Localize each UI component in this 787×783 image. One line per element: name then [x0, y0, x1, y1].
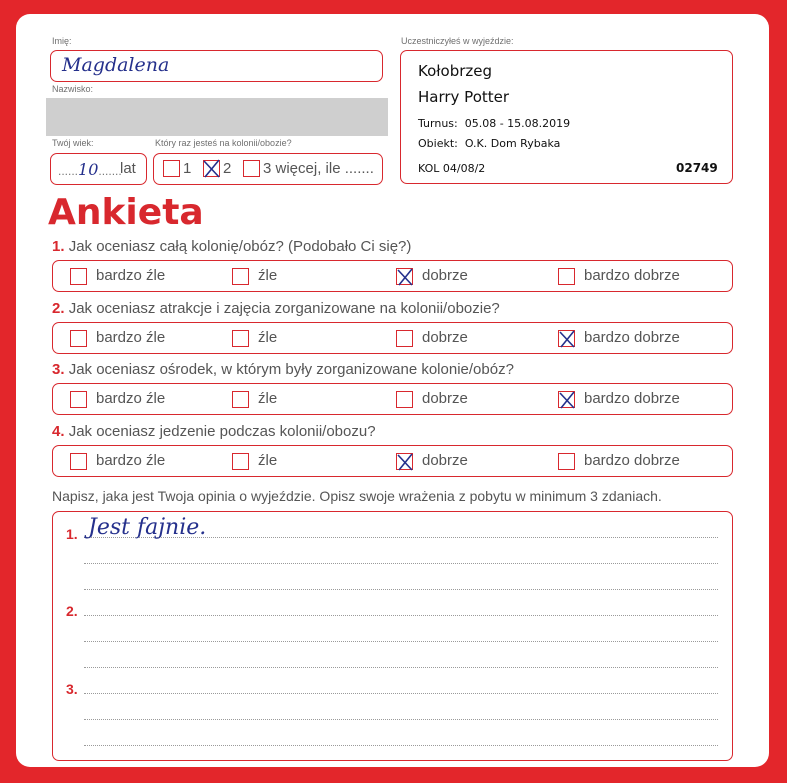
- answer-checkbox-q2-3[interactable]: [396, 330, 413, 347]
- age-dots-before: ......: [58, 164, 79, 178]
- answer-checkbox-q1-4[interactable]: [558, 268, 575, 285]
- question-number: 1.: [52, 238, 65, 255]
- answer-label: źle: [258, 329, 278, 346]
- answer-checkbox-q3-2[interactable]: [232, 391, 249, 408]
- question-3: [52, 361, 514, 378]
- name-label: Imię:: [52, 36, 72, 46]
- answer-checkbox-q1-3[interactable]: [396, 268, 413, 285]
- visit-option-label-2: 2: [223, 160, 232, 177]
- surname-redacted: [46, 98, 388, 136]
- answer-checkbox-q4-3[interactable]: [396, 453, 413, 470]
- question-number: 3.: [52, 361, 65, 378]
- question-number: 4.: [52, 423, 65, 440]
- trip-city: Kołobrzeg: [418, 62, 493, 80]
- answer-checkbox-q3-3[interactable]: [396, 391, 413, 408]
- visit-option-label-1: 1: [183, 160, 192, 177]
- answer-label: dobrze: [422, 267, 468, 284]
- answer-checkbox-q1-1[interactable]: [70, 268, 87, 285]
- check-mark-icon: [396, 453, 413, 470]
- answer-checkbox-q2-4[interactable]: [558, 330, 575, 347]
- visit-option-label-3: 3 więcej, ile .......: [263, 160, 374, 177]
- surname-label: Nazwisko:: [52, 84, 94, 94]
- answer-checkbox-q4-4[interactable]: [558, 453, 575, 470]
- answer-label: bardzo źle: [96, 452, 166, 469]
- question-text: Jak oceniasz jedzenie podczas kolonii/obozu?: [68, 423, 376, 440]
- trip-obiekt: Obiekt: O.K. Dom Rybaka: [418, 137, 561, 150]
- opinion-number-2: 2.: [66, 603, 78, 619]
- answer-checkbox-q1-2[interactable]: [232, 268, 249, 285]
- answer-checkbox-q3-4[interactable]: [558, 391, 575, 408]
- visit-label: Który raz jesteś na kolonii/obozie?: [155, 138, 292, 148]
- answer-label: bardzo źle: [96, 267, 166, 284]
- check-mark-icon: [558, 330, 575, 347]
- opinion-answer-1: Jest fajnie.: [88, 515, 207, 540]
- age-unit: lat: [120, 160, 136, 177]
- answer-label: dobrze: [422, 390, 468, 407]
- check-mark-icon: [396, 268, 413, 285]
- answer-label: dobrze: [422, 329, 468, 346]
- opinion-number-1: 1.: [66, 526, 78, 542]
- writing-line: [84, 719, 718, 720]
- writing-line: [84, 589, 718, 590]
- question-text: Jak oceniasz całą kolonię/obóz? (Podobało Ci się?): [68, 238, 412, 255]
- age-value: 10: [78, 160, 99, 179]
- answer-label: źle: [258, 390, 278, 407]
- opinion-box[interactable]: [52, 511, 733, 761]
- visit-checkbox-1[interactable]: [163, 160, 180, 177]
- check-mark-icon: [203, 160, 220, 177]
- answer-checkbox-q4-2[interactable]: [232, 453, 249, 470]
- writing-line: [84, 563, 718, 564]
- answer-label: bardzo źle: [96, 329, 166, 346]
- writing-line: [84, 667, 718, 668]
- question-2: [52, 300, 500, 317]
- opinion-number-3: 3.: [66, 681, 78, 697]
- check-mark-icon: [558, 391, 575, 408]
- trip-program: Harry Potter: [418, 88, 510, 106]
- question-text: Jak oceniasz atrakcje i zajęcia zorganizowane na kolonii/obozie?: [68, 300, 500, 317]
- question-4: [52, 423, 376, 440]
- answer-label: źle: [258, 452, 278, 469]
- answer-checkbox-q4-1[interactable]: [70, 453, 87, 470]
- answer-label: bardzo źle: [96, 390, 166, 407]
- age-label: Twój wiek:: [52, 138, 94, 148]
- trip-label: Uczestniczyłeś w wyjeździe:: [401, 36, 514, 46]
- answer-checkbox-q2-2[interactable]: [232, 330, 249, 347]
- writing-line: [84, 693, 718, 694]
- answer-label: bardzo dobrze: [584, 452, 680, 469]
- trip-number: 02749: [676, 161, 718, 175]
- answer-label: bardzo dobrze: [584, 267, 680, 284]
- visit-checkbox-2[interactable]: [203, 160, 220, 177]
- answer-checkbox-q3-1[interactable]: [70, 391, 87, 408]
- question-number: 2.: [52, 300, 65, 317]
- opinion-prompt: Napisz, jaka jest Twoja opinia o wyjeździe. Opisz swoje wrażenia z pobytu w minimum 3 zdaniach.: [52, 488, 662, 504]
- answer-checkbox-q2-1[interactable]: [70, 330, 87, 347]
- visit-checkbox-3[interactable]: [243, 160, 260, 177]
- answer-label: bardzo dobrze: [584, 390, 680, 407]
- age-line: [58, 160, 122, 179]
- answer-label: źle: [258, 267, 278, 284]
- trip-turnus: Turnus: 05.08 - 15.08.2019: [418, 117, 571, 130]
- answer-label: bardzo dobrze: [584, 329, 680, 346]
- question-text: Jak oceniasz ośrodek, w którym były zorganizowane kolonie/obóz?: [68, 361, 514, 378]
- trip-code: KOL 04/08/2: [418, 162, 486, 175]
- writing-line: [84, 745, 718, 746]
- age-dots-after: .......: [98, 164, 122, 178]
- writing-line: [84, 641, 718, 642]
- question-1: [52, 238, 411, 255]
- name-value: Magdalena: [62, 54, 170, 76]
- answer-label: dobrze: [422, 452, 468, 469]
- writing-line: [84, 615, 718, 616]
- page-title: Ankieta: [48, 192, 204, 233]
